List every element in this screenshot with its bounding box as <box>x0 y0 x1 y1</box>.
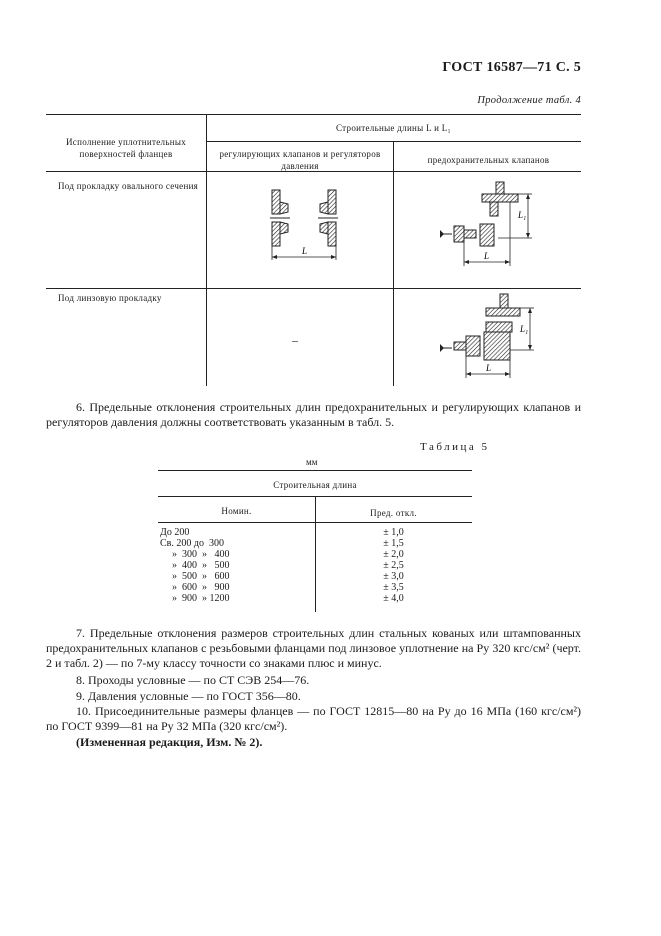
dimension-l-safety-label: L <box>484 251 490 261</box>
table-5-row-nominal: » 600 » 900 <box>172 582 230 593</box>
document-header: ГОСТ 16587—71 С. 5 <box>442 60 581 75</box>
lens-side-section <box>440 332 510 360</box>
row-label-lens-gasket: Под линзовую прокладку <box>58 293 162 303</box>
drawing-safety-valve-oval <box>434 180 544 274</box>
dimension-l-lens-label: L <box>486 363 492 373</box>
paragraph-9: 9. Давления условные — по ГОСТ 356—80. <box>76 689 301 703</box>
table-5-row-nominal: До 200 <box>160 527 190 538</box>
table-5-row-deviation: ± 2,5 <box>383 560 404 571</box>
table-5-row-deviation: ± 2,0 <box>383 549 404 560</box>
paragraph-8: 8. Проходы условные — по СТ СЭВ 254—76. <box>76 673 310 687</box>
right-flange-section <box>318 190 338 246</box>
table-5-row-nominal: » 400 » 500 <box>172 560 230 571</box>
lens-top-section <box>486 294 520 332</box>
paragraph-6: 6. Предельные отклонения строительных длин предохранительных и регулирующих клапанов и регуляторов давления должны соответствовать указанным в табл. 5. <box>46 400 581 429</box>
row-label-oval-gasket: Под прокладку овального сечения <box>58 181 199 191</box>
left-flange-section <box>270 190 290 246</box>
paragraph-10: 10. Присоединительные размеры фланцев — по ГОСТ 12815—80 на Pу до 16 МПа (160 кгс/см²) по ГОСТ 9399—81 на Pу 32 МПа (320 кгс/см²). <box>46 704 581 733</box>
table-5-row-deviation: ± 1,5 <box>383 538 404 549</box>
table-5-row-deviation: ± 1,0 <box>383 527 404 538</box>
table-5-col-deviation: Пред. откл. <box>370 508 417 518</box>
top-flange-section <box>482 182 518 216</box>
table-5-row-nominal: » 300 » 400 <box>172 549 230 560</box>
table-5-title: Таблица 5 <box>420 441 490 453</box>
amendment-note: (Измененная редакция, Изм. № 2). <box>76 735 263 749</box>
dimension-l-label: L <box>302 246 308 256</box>
table-5-row-nominal: » 500 » 600 <box>172 571 230 582</box>
column-header-safety-valves: предохранительных клапанов <box>427 155 550 165</box>
column-header-sealing-surface: Исполнение уплотнительных поверхностей фланцев <box>65 137 186 159</box>
drawing-safety-valve-lens <box>434 292 544 382</box>
table-5-group-header: Строительная длина <box>273 480 357 490</box>
side-flange-section <box>440 224 494 246</box>
table-5-row-deviation: ± 3,0 <box>383 571 404 582</box>
table-5-row-nominal: Св. 200 до 300 <box>160 538 224 549</box>
table-5-row-nominal: » 900 » 1200 <box>172 593 230 604</box>
table-4 <box>46 114 581 386</box>
column-group-header-lengths: Строительные длины L и L₁ <box>336 123 451 133</box>
table-continuation-label: Продолжение табл. 4 <box>477 95 581 106</box>
column-header-regulating-valves: регулирующих клапанов и регуляторов давления <box>219 149 381 171</box>
dimension-l1-lens-label: L₁ <box>520 324 529 334</box>
drawing-regulating-valve-oval <box>258 186 350 268</box>
table-5-unit: мм <box>306 457 318 467</box>
paragraph-7: 7. Предельные отклонения размеров строительных длин стальных кованых или штампованных предохранительных клапанов с резьбовыми фланцами под линзовое уплотнение на Pу 320 кгс/см² (черт. 2 и табл. 2) — по 7-му классу точности со знаками плюс и минус. <box>46 626 581 670</box>
table-5 <box>158 470 472 612</box>
dimension-l1-label: L₁ <box>518 210 527 220</box>
table-5-row-deviation: ± 4,0 <box>383 593 404 604</box>
table-5-row-deviation: ± 3,5 <box>383 582 404 593</box>
empty-cell-dash: – <box>292 333 298 347</box>
table-5-col-nominal: Номин. <box>221 506 252 516</box>
